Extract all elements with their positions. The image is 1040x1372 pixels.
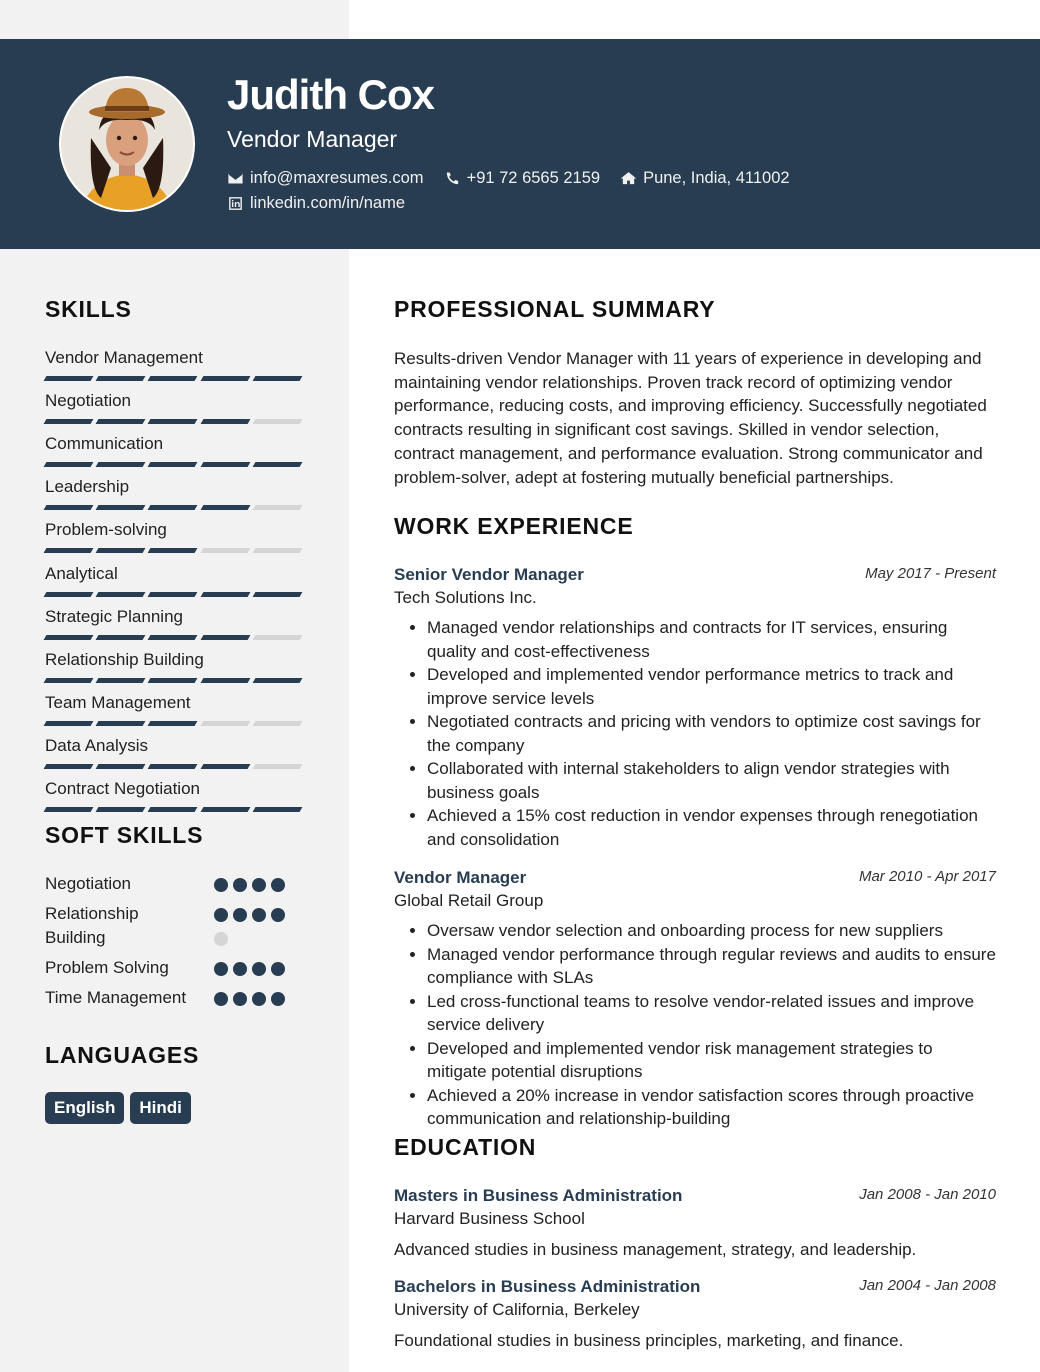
- skill-level-segment: [96, 592, 146, 597]
- skill-level-segment: [148, 462, 198, 467]
- skill-label: Communication: [45, 434, 164, 454]
- skill-level-segment: [148, 419, 198, 424]
- linkedin-icon: [227, 195, 244, 212]
- candidate-title: Vendor Manager: [227, 126, 398, 152]
- skill-level-segment: [252, 376, 302, 381]
- skill-level-segment: [96, 635, 146, 640]
- education-degree: Bachelors in Business Administration: [394, 1277, 701, 1296]
- skill-level-segment: [44, 548, 94, 553]
- soft-skill-label: Time Management: [45, 988, 187, 1007]
- skill-level-segment: [96, 548, 146, 553]
- skill-level-segment: [252, 592, 302, 597]
- skill-level-segment: [200, 419, 250, 424]
- education-entry: [394, 1276, 996, 1353]
- skill-level-segment: [44, 807, 94, 812]
- soft-skill-dots: [214, 962, 304, 976]
- language-badge: Hindi: [130, 1092, 191, 1124]
- skill-level-segment: [96, 376, 146, 381]
- linkedin-text: linkedin.com/in/name: [250, 194, 405, 212]
- soft-skill-dots: [214, 992, 304, 1006]
- education-description: Advanced studies in business management, strategy, and leadership.: [394, 1240, 917, 1259]
- skill-level-segment: [252, 721, 302, 726]
- job-bullet: • Achieved a 15% cost reduction in vendor expenses through renegotiation and consolidation: [427, 804, 996, 851]
- email-text: info@maxresumes.com: [250, 169, 424, 187]
- contact-row: [227, 168, 790, 188]
- job-bullet: • Led cross-functional teams to resolve vendor-related issues and improve service delivery: [427, 990, 996, 1037]
- skill-level-segment: [44, 376, 94, 381]
- envelope-icon: [227, 170, 244, 187]
- soft-skill-dot: [233, 878, 247, 892]
- skill-level-bar: [45, 376, 301, 381]
- soft-skill-label: Problem Solving: [45, 958, 169, 977]
- skill-level-segment: [44, 419, 94, 424]
- job-bullet: • Managed vendor performance through regular reviews and audits to ensure compliance with SLAs: [427, 943, 996, 990]
- skill-item: [45, 779, 301, 812]
- contact-row-2: [227, 193, 405, 213]
- languages-title: LANGUAGES: [45, 1042, 200, 1068]
- soft-skill-dot: [214, 932, 228, 946]
- job-dates: Mar 2010 - Apr 2017: [858, 868, 996, 885]
- skill-level-segment: [148, 764, 198, 769]
- soft-skill-dot: [233, 962, 247, 976]
- skill-level-segment: [44, 764, 94, 769]
- job-bullet: • Oversaw vendor selection and onboarding process for new suppliers: [427, 919, 996, 943]
- skill-label: Leadership: [45, 477, 130, 497]
- education-school: University of California, Berkeley: [394, 1300, 640, 1319]
- soft-skill-dot: [271, 878, 285, 892]
- soft-skill-dot: [214, 962, 228, 976]
- skill-level-segment: [252, 635, 302, 640]
- skill-level-segment: [252, 462, 302, 467]
- skill-level-segment: [200, 462, 250, 467]
- skill-label: Vendor Management: [45, 348, 203, 367]
- candidate-name: Judith Cox: [227, 71, 434, 118]
- skill-level-segment: [148, 678, 198, 683]
- job-title: Vendor Manager: [394, 868, 527, 887]
- skill-item: [45, 693, 301, 726]
- soft-skill-dot: [252, 962, 266, 976]
- skill-label: Data Analysis: [45, 735, 148, 755]
- avatar: [59, 76, 195, 212]
- header: [0, 39, 1040, 249]
- skill-level-segment: [96, 678, 146, 683]
- skill-label: Analytical: [45, 563, 118, 583]
- job-bullet: • Developed and implemented vendor performance metrics to track and improve service levels: [427, 663, 996, 710]
- soft-skill-dot: [252, 992, 266, 1006]
- summary-text: Results-driven Vendor Manager with 11 years of experience in developing and maintaining vendor relationships. Proven track record of optimizing vendor performance, reducing costs, and improving efficiency. Successfully negotiated contracts resulting in significant cost savings. Skilled in vendor selection, contract management, and performance evaluation. Strong communicator and problem-solver, adept at fostering mutually beneficial partnerships.: [394, 349, 987, 487]
- skill-level-segment: [96, 764, 146, 769]
- soft-skill-dot: [214, 908, 228, 922]
- job-bullet: • Managed vendor relationships and contracts for IT services, ensuring quality and cost-effectiveness: [427, 616, 996, 663]
- job-company: Global Retail Group: [394, 891, 544, 910]
- skill-level-segment: [200, 635, 250, 640]
- education-description: Foundational studies in business principles, marketing, and finance.: [394, 1331, 904, 1350]
- contact-location: [620, 168, 790, 188]
- home-icon: [620, 170, 637, 187]
- phone-icon: [444, 170, 461, 187]
- education-entry: [394, 1185, 996, 1262]
- skill-level-segment: [200, 376, 250, 381]
- skill-level-segment: [200, 721, 250, 726]
- skill-level-segment: [148, 548, 198, 553]
- skill-level-segment: [252, 505, 302, 510]
- experience-title: WORK EXPERIENCE: [394, 513, 634, 539]
- skill-item: [45, 477, 301, 510]
- skill-level-segment: [96, 807, 146, 812]
- education-school: Harvard Business School: [394, 1209, 585, 1228]
- skill-level-bar: [45, 505, 301, 510]
- skill-level-segment: [148, 807, 198, 812]
- skill-level-bar: [45, 807, 301, 812]
- contact-phone[interactable]: [444, 168, 601, 188]
- skill-level-segment: [96, 505, 146, 510]
- skill-item: [45, 520, 301, 553]
- skill-level-segment: [200, 505, 250, 510]
- skill-level-segment: [252, 678, 302, 683]
- job-bullet: • Collaborated with internal stakeholders to align vendor strategies with business goals: [427, 757, 996, 804]
- skill-item: [45, 650, 301, 683]
- skill-level-segment: [148, 721, 198, 726]
- job-company: Tech Solutions Inc.: [394, 588, 537, 607]
- location-text: Pune, India, 411002: [643, 169, 790, 187]
- job-bullet: • Achieved a 20% increase in vendor satisfaction scores through proactive communication and relationship-building: [427, 1084, 996, 1131]
- skill-level-segment: [252, 419, 302, 424]
- job-bullets: [394, 616, 996, 851]
- summary-title: PROFESSIONAL SUMMARY: [394, 296, 716, 322]
- contact-linkedin[interactable]: [227, 193, 405, 213]
- skill-level-bar: [45, 635, 301, 640]
- skill-label: Negotiation: [45, 391, 132, 411]
- skill-level-bar: [45, 764, 301, 769]
- job-bullet: • Negotiated contracts and pricing with vendors to optimize cost savings for the company: [427, 710, 996, 757]
- skill-level-segment: [96, 462, 146, 467]
- skill-item: [45, 391, 301, 424]
- soft-skill-dot: [252, 878, 266, 892]
- skill-item: [45, 736, 301, 769]
- skill-item: [45, 607, 301, 640]
- job-title: Senior Vendor Manager: [394, 565, 584, 584]
- skill-level-segment: [44, 721, 94, 726]
- skill-level-bar: [45, 592, 301, 597]
- soft-skill-dot: [252, 908, 266, 922]
- job-entry: [394, 867, 996, 1131]
- skill-item: [45, 348, 301, 381]
- phone-text: +91 72 6565 2159: [466, 169, 601, 187]
- soft-skill-dot: [271, 908, 285, 922]
- education-dates: Jan 2008 - Jan 2010: [859, 1186, 996, 1203]
- skill-item: [45, 564, 301, 597]
- skills-title: SKILLS: [45, 296, 132, 322]
- skill-level-segment: [252, 764, 302, 769]
- soft-skill-dot: [233, 908, 247, 922]
- job-bullets: [394, 919, 996, 1131]
- skill-level-segment: [200, 548, 250, 553]
- skill-level-bar: [45, 419, 301, 424]
- skill-level-segment: [96, 721, 146, 726]
- skill-level-segment: [252, 807, 302, 812]
- soft-skills-title: SOFT SKILLS: [45, 822, 204, 848]
- skill-label: Relationship Building: [45, 649, 204, 669]
- skill-level-bar: [45, 721, 301, 726]
- skill-level-segment: [200, 807, 250, 812]
- language-badge: English: [45, 1092, 124, 1124]
- skill-level-segment: [44, 505, 94, 510]
- skill-level-segment: [200, 678, 250, 683]
- soft-skill-dots: [214, 908, 289, 946]
- education-title: EDUCATION: [394, 1134, 537, 1160]
- skill-level-bar: [45, 678, 301, 683]
- soft-skill-label: Negotiation: [45, 874, 132, 893]
- job-dates: May 2017 - Present: [865, 565, 996, 582]
- skill-level-segment: [200, 592, 250, 597]
- skill-level-segment: [44, 462, 94, 467]
- skill-label: Contract Negotiation: [45, 779, 200, 798]
- soft-skill-dots: [214, 878, 304, 892]
- profile-photo-icon: [61, 78, 193, 210]
- skill-level-segment: [148, 505, 198, 510]
- contact-email[interactable]: [227, 168, 424, 188]
- skill-level-segment: [96, 419, 146, 424]
- soft-skill-dot: [271, 962, 285, 976]
- skill-level-bar: [45, 462, 301, 467]
- education-dates: Jan 2004 - Jan 2008: [859, 1277, 996, 1294]
- skill-label: Team Management: [45, 692, 191, 712]
- job-bullet: • Developed and implemented vendor risk management strategies to mitigate potential disruptions: [427, 1037, 996, 1084]
- skill-level-segment: [44, 592, 94, 597]
- soft-skill-dot: [214, 878, 228, 892]
- languages-list: [45, 1092, 191, 1124]
- soft-skill-dot: [214, 992, 228, 1006]
- job-entry: [394, 564, 996, 851]
- soft-skill-dot: [233, 992, 247, 1006]
- skill-level-segment: [148, 635, 198, 640]
- education-degree: Masters in Business Administration: [394, 1186, 683, 1205]
- skill-level-segment: [44, 678, 94, 683]
- skill-level-segment: [44, 635, 94, 640]
- soft-skill-dot: [271, 992, 285, 1006]
- skill-item: [45, 434, 301, 467]
- skill-level-segment: [200, 764, 250, 769]
- skill-level-bar: [45, 548, 301, 553]
- skill-level-segment: [252, 548, 302, 553]
- skill-label: Strategic Planning: [45, 606, 183, 626]
- soft-skill-label: Relationship Building: [45, 904, 139, 947]
- skill-label: Problem-solving: [45, 520, 167, 540]
- skill-level-segment: [148, 592, 198, 597]
- skill-level-segment: [148, 376, 198, 381]
